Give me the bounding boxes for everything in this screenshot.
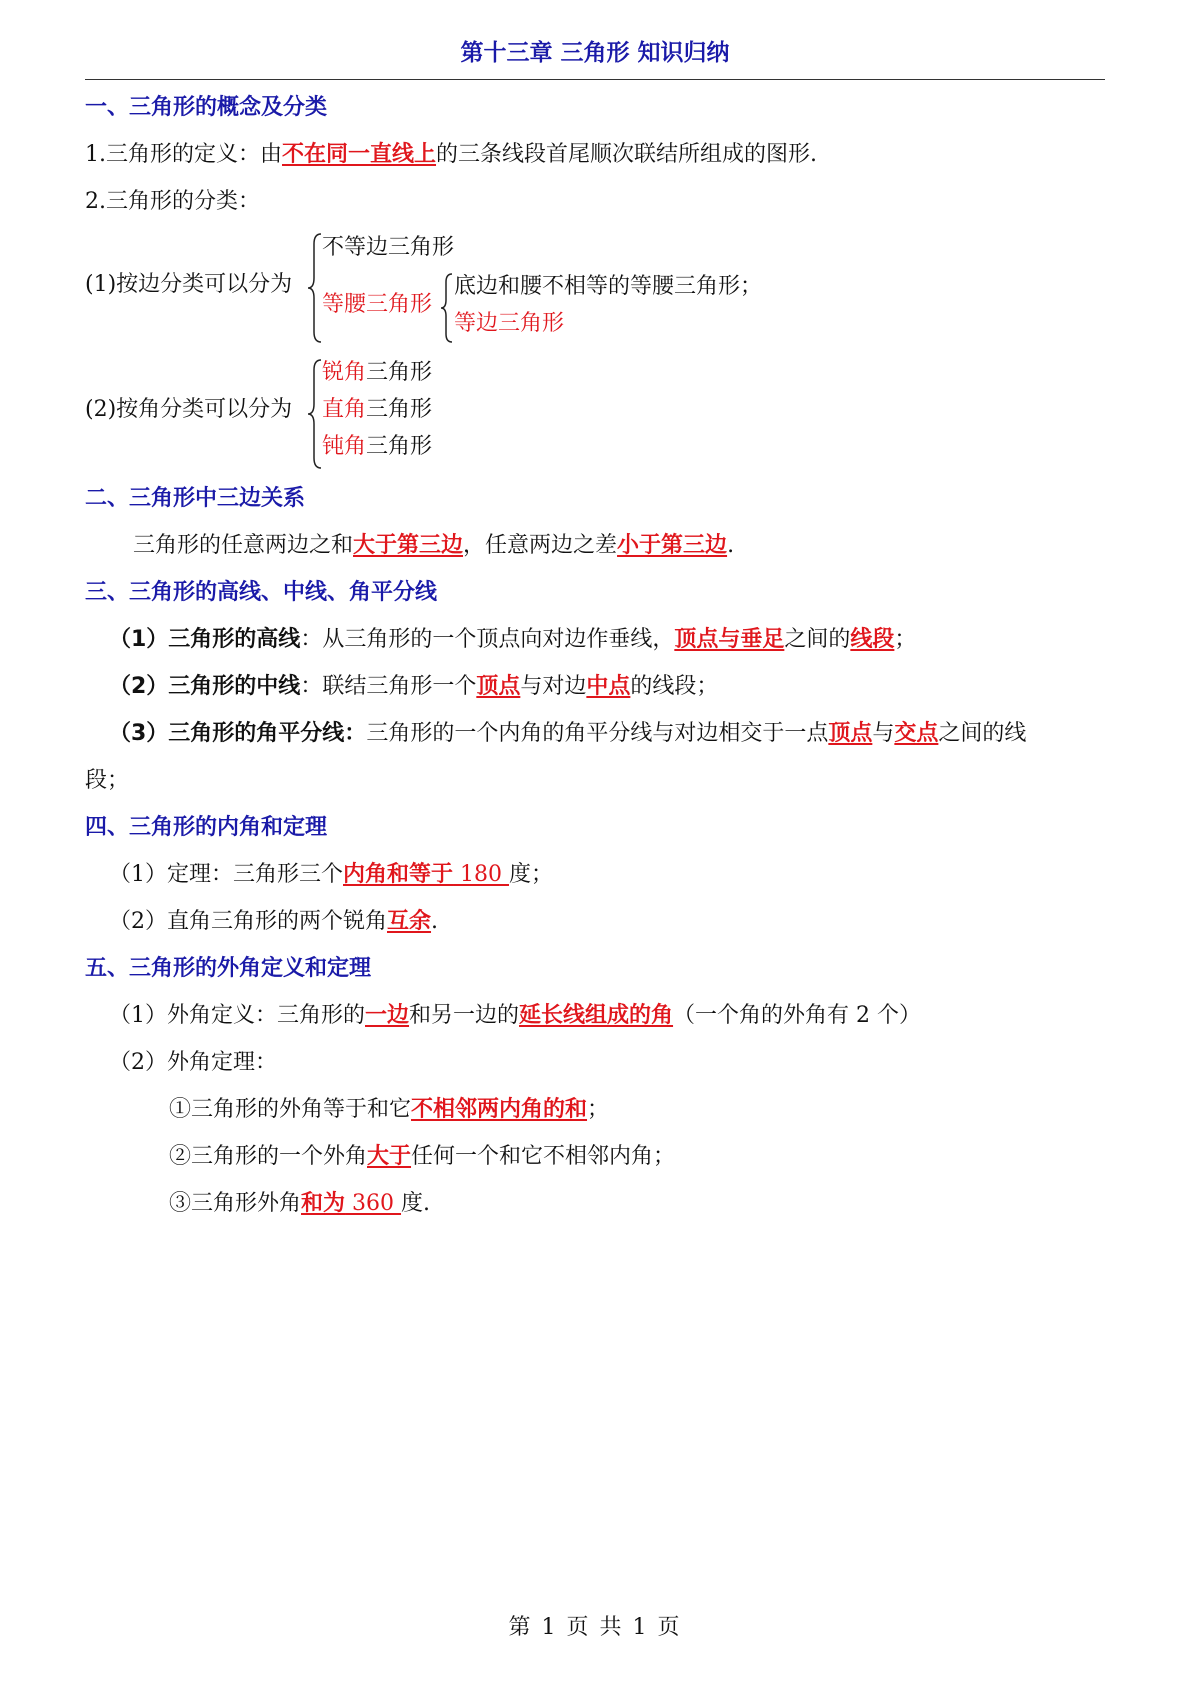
- r2-answer: 大于: [367, 1144, 412, 1169]
- t1: （1）定理：三角形三个: [109, 862, 343, 887]
- obtuse-red: 钝角: [322, 434, 367, 459]
- r1-answer: 不相邻两内角的和: [411, 1097, 588, 1122]
- med-a2: 中点: [586, 674, 631, 699]
- r2: ②三角形的一个外角: [169, 1144, 368, 1169]
- page-footer: 第 1 页 共 1 页: [508, 1615, 682, 1640]
- def-suffix: 的三条线段首尾顺次联结所组成的图形.: [436, 142, 818, 167]
- page-title: 第十三章 三角形 知识归纳: [460, 40, 730, 66]
- iso-sub-2: 等边三角形: [454, 311, 565, 336]
- triangle-definition: [85, 140, 817, 170]
- exterior-rule-1: [169, 1095, 609, 1125]
- alt-a2: 线段: [850, 627, 895, 652]
- bisector-wrap: 段；: [85, 768, 130, 793]
- bis-a2: 交点: [894, 721, 939, 746]
- d1-mid: 和另一边的: [409, 1003, 520, 1028]
- med-text: ：联结三角形一个: [300, 674, 477, 699]
- scalene-item: 不等边三角形: [322, 235, 455, 260]
- t2-end: .: [431, 909, 439, 934]
- bis-a1: 顶点: [828, 721, 873, 746]
- t2-answer: 互余: [387, 909, 432, 934]
- t2: （2）直角三角形的两个锐角: [109, 909, 387, 934]
- side-relation: [133, 531, 734, 561]
- section-4-heading: 四、三角形的内角和定理: [85, 815, 328, 840]
- section-5-heading: 五、三角形的外角定义和定理: [85, 956, 372, 981]
- right-triangle-acute: [109, 907, 438, 937]
- median-line: [109, 672, 718, 702]
- d1-end: （一个角的外角有 2 个）: [673, 1003, 922, 1028]
- section-1-heading: 一、三角形的概念及分类: [85, 95, 328, 120]
- r3: ③三角形外角: [169, 1191, 302, 1216]
- exterior-definition: [109, 1001, 921, 1031]
- t1-number: 180: [453, 862, 509, 887]
- d1-a2: 延长线组成的角: [519, 1003, 674, 1028]
- section-3-heading: 三、三角形的高线、中线、角平分线: [85, 580, 438, 605]
- r2-end: 任何一个和它不相邻内角；: [411, 1144, 676, 1169]
- alt-text: ：从三角形的一个顶点向对边作垂线，: [300, 627, 675, 652]
- exterior-rule-2: [169, 1142, 675, 1172]
- sr-a1: 大于第三边: [353, 533, 464, 558]
- acute-item: [322, 358, 432, 388]
- isosceles-item: 等腰三角形: [322, 292, 433, 317]
- r3-number: 360: [345, 1191, 402, 1216]
- r3-end: 度.: [401, 1191, 431, 1216]
- d1: （1）外角定义：三角形的: [109, 1003, 365, 1028]
- r3-answer: 和为: [301, 1191, 346, 1216]
- classification-label: 2.三角形的分类：: [85, 189, 260, 214]
- tri-word: 三角形: [366, 397, 433, 422]
- d1-a1: 一边: [365, 1003, 410, 1028]
- brace-by-side: [307, 232, 323, 344]
- def-prefix: 1.三角形的定义：由: [85, 142, 282, 167]
- alt-end: ；: [894, 627, 917, 652]
- t1-end: 度；: [509, 862, 554, 887]
- sr-p3: .: [727, 533, 735, 558]
- bis-mid: 与: [872, 721, 895, 746]
- bis-label: （3）三角形的角平分线：: [109, 721, 367, 746]
- med-mid: 与对边: [520, 674, 587, 699]
- alt-a1: 顶点与垂足: [674, 627, 785, 652]
- tri-word: 三角形: [366, 360, 433, 385]
- sr-a2: 小于第三边: [617, 533, 728, 558]
- bis-text: 三角形的一个内角的角平分线与对边相交于一点: [366, 721, 829, 746]
- r1-end: ；: [587, 1097, 610, 1122]
- alt-label: （1）三角形的高线: [109, 627, 301, 652]
- brace-isosceles: [440, 272, 454, 344]
- r1: ①三角形的外角等于和它: [169, 1097, 412, 1122]
- sr-p2: ，任意两边之差: [463, 533, 618, 558]
- bisector-line: [109, 719, 1026, 749]
- title-rule: [85, 79, 1105, 80]
- angle-sum-theorem: [109, 860, 553, 890]
- right-red: 直角: [322, 397, 367, 422]
- exterior-theorem-label: （2）外角定理：: [109, 1050, 277, 1075]
- brace-by-angle: [307, 358, 323, 470]
- sr-p1: 三角形的任意两边之和: [133, 533, 354, 558]
- right-item: [322, 395, 432, 425]
- med-label: （2）三角形的中线: [109, 674, 301, 699]
- obtuse-item: [322, 432, 432, 462]
- med-end: 的线段；: [630, 674, 719, 699]
- by-angle-label: (2)按角分类可以分为: [85, 397, 293, 422]
- med-a1: 顶点: [476, 674, 521, 699]
- altitude-line: [109, 625, 916, 655]
- bis-end: 之间的线: [938, 721, 1027, 746]
- acute-red: 锐角: [322, 360, 367, 385]
- def-answer: 不在同一直线上: [282, 142, 437, 167]
- iso-sub-1: 底边和腰不相等的等腰三角形；: [454, 274, 763, 299]
- alt-mid: 之间的: [784, 627, 851, 652]
- exterior-rule-3: [169, 1189, 430, 1219]
- by-side-label: (1)按边分类可以分为: [85, 272, 293, 297]
- tri-word: 三角形: [366, 434, 433, 459]
- section-2-heading: 二、三角形中三边关系: [85, 486, 306, 511]
- t1-answer: 内角和等于: [343, 862, 454, 887]
